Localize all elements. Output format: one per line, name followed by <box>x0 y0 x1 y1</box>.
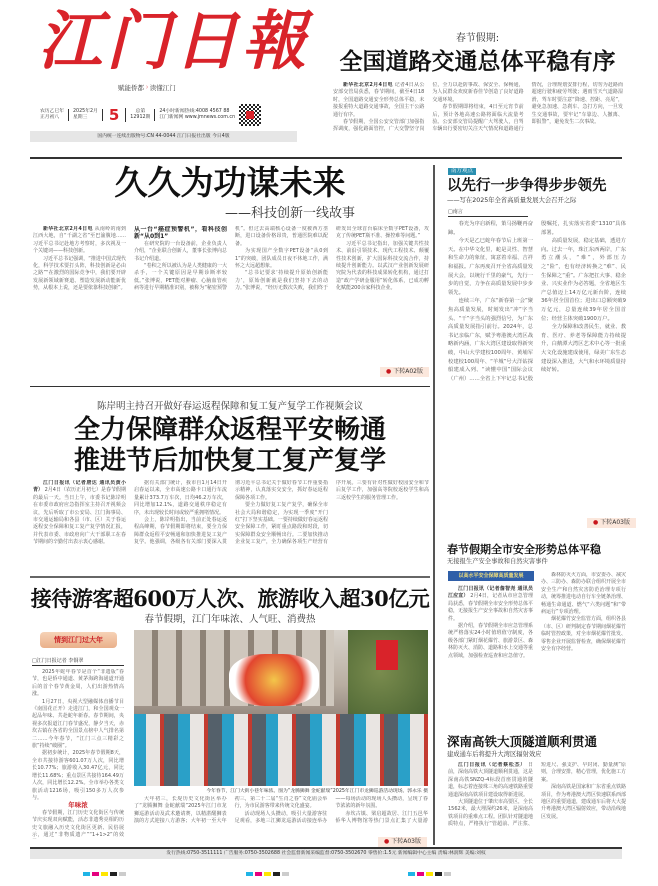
dragon-shape <box>229 654 319 706</box>
column-divider <box>433 165 435 845</box>
contact-info: 24小时新闻热线:4008 4567 88 江门新闻网 www.jmnews.com.cn <box>159 109 236 120</box>
top-story-body: 新华社北京2月4日电 记者4日从公安部交管局获悉，春节期间，截至4日18时，全国道路交通安全形势总体平稳，未接报重特大道路交通事故，全国主干公路通行有序。 春节假期，全国公安交管部门加强指挥调度，强化路面管控，广大交警坚守岗位，全力以赴防事故、保安全、保畅通，为人民群众欢度新春佳节创造了良好道路交通环境。 春节假期即将结束，4日至元宵节前后，预计各地高速公路将面临大流量考验。公安部交管局提醒广大驾驶人，自驾车辆出行要密切关注天气情况和道路通行情况，合理规划安排行程，切勿为赶路而超速行驶和疲劳驾驶；遇雨雪天气道路湿滑，驾车时要注意“降速、控距、亮尾”，避免急加速、急刹车、急打方向，一旦发生交通事故，要牢记“车靠边、人撤离、即报警”，避免发生二次事故。 <box>333 82 623 133</box>
commentary-byline: □南言 <box>448 209 528 217</box>
meeting-kicker: 陈岸明主持召开做好春运返程保障和复工复产复学工作视频会议 <box>96 401 363 412</box>
qr-code-icon[interactable] <box>239 104 261 126</box>
slogan-left: 赋能侨都 <box>118 84 144 92</box>
tourism-byline: □江门日报记者 李铜翠 <box>32 658 124 666</box>
safety-label: 以高水平安全保障高质量发展 <box>448 571 534 581</box>
railway-body: 江门日报讯（记者蔡松杰） 日前，深南高铁大顶隧道顺利贯通，这是深南高铁SNZQ-4标段首座贯通的隧道，标志着连接珠三角的高速铁路重要通道深南高铁项目建设取得新进展。 大顶隧道位于肇庆市高要区，全长1562米，最大埋深约26米，是深南高铁项目的重难点工程。团队针对隧道地质特点，严格执行“管超前、严注浆、短进尺、强支护、早封闭、勤量测”原则，合理安排，精心管理，优化施工方案。 深南高铁是国家和广东省重点铁路项目，作为粤港澳大湾区快速联系西部地区的重要通道，建成通车后将大大提升粤港澳大湾区辐射效应，带动沿线地区发展。 <box>448 762 626 828</box>
masthead-rule <box>30 157 622 159</box>
feature-headline: 久久为功谋未来 <box>114 163 346 202</box>
top-story-headline: 全国道路交通总体平稳有序 <box>339 48 616 75</box>
tourism-body-left: 2025年蛇年春节是首个“非遗版”春节，也是侨中通道、黄茅海跨海通道开通后的首个春节黄金周，人们出游热情高涨。 1月27日，央视大型融媒体直播节目《南国花正开》走进江门，和全国观众一起品年味、共赴蛇年新春。春节期间，央视多次报道江门春节盛况，静夕当天，赤坎古镇在各省的全国景点榜中人气排名第二……今年春节，“江门三点三精彩之旅”持续“破圈”。 据初步统计，2025年春节假期8天，全市共接待游客601.07万人次，同比增长10.77%；旅游收入30.47亿元，同比增长11.68%；重点景区共接待164.49万人次，同比增长12.2%。全市举办各类文旅活动1216场，吸引150多万人次参与。 年味浓 春节假期，江门历史文化街区与传统节庆实现双向赋能，活态非遗秀亮相的历史文旅融入历史文化街区更新、民俗展示，通过“非物质遗产”“1+1>2”的效 <box>32 669 124 838</box>
slogan-separator-icon: ⁾ <box>146 84 148 92</box>
color-registration-left <box>83 872 126 876</box>
footer-bar: 发行热线:0750-3511111 广告服务:0750-3502688 社会监督新闻采编监督:0750-3502670 零售价:1.5元 新闻编辑中心主编 责编:林润辉 美编:刘权 <box>30 849 622 859</box>
performers-shape <box>134 714 428 786</box>
safety-headline: 春节假期全市安全形势总体平稳 <box>447 543 601 556</box>
column-badge: 情到江门过大年 <box>40 632 117 648</box>
section-rule-1 <box>30 386 430 387</box>
commentary-tag: 南方观点 <box>448 168 476 175</box>
issue-number: 总第 12912期 <box>126 109 155 121</box>
meeting-headline: 全力保障群众返程平安畅通 推进节后加快复工复产复学 <box>73 415 386 476</box>
feature-subhead: 从一台“癌症预警机”，看科技创新“从0到1” <box>134 226 227 241</box>
railway-headline: 深南高铁大顶隧道顺利贯通 <box>447 734 598 749</box>
gregorian-date: 2025年2月 星期三 <box>69 109 103 121</box>
continue-a03-link-tourism[interactable]: ● 下转A03版 <box>378 837 427 847</box>
lunar-date: 农历乙巳年 正月初八 <box>40 109 69 121</box>
continue-a03-link-commentary[interactable]: ● 下转A03版 <box>587 518 636 528</box>
safety-subtitle: 无接报生产安全事故和自然灾害事件 <box>447 558 548 565</box>
publication-number-bar: 国内统一连续出版物号:CN 44-0044 江门日报社出版 今日4版 <box>30 131 297 142</box>
commentary-body: 春光为序启新程，策马扬鞭再奋蹄。 今天是乙巳蛇年春节后上班第一天。在中华文化里，蛇是灵性、智慧和生命力的象征，寓意着幸福、吉祥和福报。广东再度召开全省高质量发展大会，以统行千里的豪气，先行一步的自觉，力争在高质量发展中步步领先。 连续三年，广东“新春第一会”聚焦高质量发展，时刻发出“冲”字当头、“干”字当头的强烈信号，为广东高质量发展指引前行。2024年，总书记亲临广东，赋予粤港澳大湾区战略新内涵，广东大湾区建设取得新突破，中山大学建校100周年、黄埔军校建校100周年、“羊城”号大洋钻探船建成入列、“读懂中国”国际会议（广州）……全省上下牢记总书记殷殷嘱托，扎实落实省委“1310”具体部署。 高质量发展，稳定基础，透进方向。过去一年，珠江东西两岸，广东勇立潮头，“难”，外部压力之“险”，也有经济转换之“难”、民生保障之“重”。广东把扛大事、稳企业、兴实业作为必答题，全省地区生产总值迈上14万亿元新台阶，连续36年居全国首位；进出口总额突破9万亿元，总量连续39年居全国首位；经营主体突破1900万户。 全力保障和改善民生，就业、教育、医疗、养老等保障能力持续提升，白鹅潭大湾区艺术中心等一批重大文化设施建成使用，绿美广东生态建设深入推进，大气和水环境质量持续好转。 <box>448 221 626 382</box>
tourism-subhead: 年味浓 <box>68 801 88 810</box>
lion-dance-photo <box>134 630 428 786</box>
color-registration-right <box>408 872 451 876</box>
section-rule-2 <box>30 576 430 578</box>
slogan-right: 读懂江门 <box>149 84 176 92</box>
flag-shape <box>376 640 398 670</box>
day-number: 5 <box>103 108 126 122</box>
continue-a02-link[interactable]: ● 下转A02版 <box>380 367 429 377</box>
photo-caption: 今年春节，江门大街小巷年味浓。图为“龙腾狮舞 金蛇献瑞”2025年江门市龙狮巡游活动现场。郭永乐 摄 <box>206 789 428 794</box>
tourism-body-right: 大年初三，长堤历史文化街区举办了“龙腾狮舞 金蛇献瑞”2025年江门市龙狮巡游活动及武术邀请赛，以精湛醒狮表演的方式迎接八方游客；大年初一至大年初三，第二十二届“生肖之春”文化庙会举行，为市民游客带来传统文化盛宴。 活动现场人头攒动，吸引大量游客驻足观看，多地三江狮龙巡游活动接连举办——每场活动的现场人头攒动，呈现了春节浓浓的新年氛围。 赤坎古镇、梁启超故居、江门五邑华侨华人博物馆等热门景点汇集了大量游 <box>134 796 428 825</box>
feature-subtitle: ——科技创新一线故事 <box>224 206 355 221</box>
date-info-row <box>40 104 261 126</box>
newspaper-logo: 江门日報 <box>38 4 310 79</box>
tourism-subtitle: 春节假期，江门年味浓、人气旺、消费热 <box>144 614 316 625</box>
railway-subtitle: 建成通车后将提升大湾区辐射效应 <box>447 751 542 758</box>
top-story-kicker: 春节假期: <box>455 33 500 44</box>
color-registration-center <box>246 872 289 876</box>
safety-body: 江门日报讯（记者詹智尧 通讯员江应宣） 2月4日，记者从市应急管理局获悉，春节假期全市安全形势总体平稳，无接报生产安全事故和自然灾害事件。 据介绍，春节假期全市应急管理系统严格落实24小时值班值守制度，各级各部门紧盯烟花爆竹、旅游景区、森林防灭火、消防、道路和水上交通等重点领域，加强检查巡查和应急值守。 森林防灭火方面，市安委办、减灾办、三防办、森防办联合组织开展全市安全生产和自然灾害防范治理专项行动，统筹推进电动自行车全链条治理、畅通生命通道、燃气“六类问题”和“带病运行”专项治理。 烟花爆竹安全监管方面，组织各县（市、区）研判制定春节期间烟花爆竹临时管控政策，对全市烟花爆竹批发、零售企业开展监督检查，确保烟花爆竹安全有序经营。 <box>448 572 626 659</box>
slogan <box>118 84 176 93</box>
feature-body: 新华社北京2月4日电 从南岭的南到江西大地，自“千湖之省”至巴渝腹地……习近平总书记赴地方考察时，多次视及一个关键词——科技创新。 习近平总书记强调，“推进中国式现代化，科学技术要打头阵，科技创新是必由之路”“在激烈的国际竞争中，我们要开辟发展新领域新赛道、塑造发展新动能新优势，从根本上说，还是要依靠科技创新”。 从一台“癌症预警机”，看科技创新“从0到1” 在研究院的一台设备前，企业负责人介绍，“企业联合创新人，董事长张博向总书记介绍道。 “卷积之所以被认为是人类健康的一大杀手，一个关键原因是早期诊断率较低。”张博说，PET能对肿瘤、心脑血管疾病等进行早期精准识别，被称为“秘密预警机”。但过去高端核心设备一度被西方垄断，进口设备价格昂贵，普通医院难以配备。 为实现国产全数字PET设备“从0到1”的突破，团队成员日夜不休地工作，满怀之大远超想象。 “总书记要求‘持续提升原始创新能力’，原始创新就是我们坚持下去的动力。”张博说，“经历无数次失败，我们终于研发出全球首台临床全数字PET设备，攻克了传统PET瓶不准、操控难等问题。” 习近平总书记指出，加强关键共性技术、前沿引领技术、现代工程技术、颠覆性技术创新，扩大国际科技交流合作，持续提升创新能力。以武汉产业创新发展研究院为代表的科技成果转化机构，通过打造“政产学研金服用”转化体系，已成功孵化赋能200余家科技企业。 <box>33 226 429 292</box>
commentary-headline: 以先行一步争得步步领先 <box>447 178 607 194</box>
meeting-body: 江门日报讯（记者唐达 通讯员黄小青） 2月4日（农历正月初七）是春节假期的最后一天。当日上午，市委书记陈岸明在市委市政府应急指挥室主持召开视频会议，先后听取了市公安局、江门海事局、市交通运输局和各县（市、区）关于春运返程安全保障和复工复产复学情况汇报，并代表市委、市政府向广大干部职工在春节期间的辛勤付出表示衷心感谢。 据有关部门统计，我市自1月14日开启春运以来，全市高速公路卡口通行车流量累计373.7万车次，日均46.2万车次，同比增加12.1%，道路交通秩序稳定有序，未出现较长时间或较严重拥堵情况。 会上，陈岸明指出，当前正处春运返程高峰期，春节假期即将结束，要全力保障群众返程平安畅通和加快推进复工复产复学。他强调，各级各有关部门要深入贯彻习近平总书记关于做好春节工作重要指示精神，认真落实交安全，抓好春运返程保障各项工作。 要全力做好复工复产复学，确保全市社会大局和谐稳定，为实现一季度“开门红”打下坚实基础。一要持续做好春运返程安全保障工作，紧盯重点路段和时段，切实保障群众安全顺畅出行。二要加快推动企业复工复产，全力确保各项生产经营有序开展。三要有针对性做好校园安全和节后复学工作，加强高等院校返校学生和高三返校学生的服务管理工作。 <box>33 480 429 546</box>
commentary-subtitle: ——写在2025年全省高质量发展大会召开之际 <box>447 197 577 204</box>
tourism-headline: 接待游客超600万人次、旅游收入超30亿元 <box>30 586 430 611</box>
